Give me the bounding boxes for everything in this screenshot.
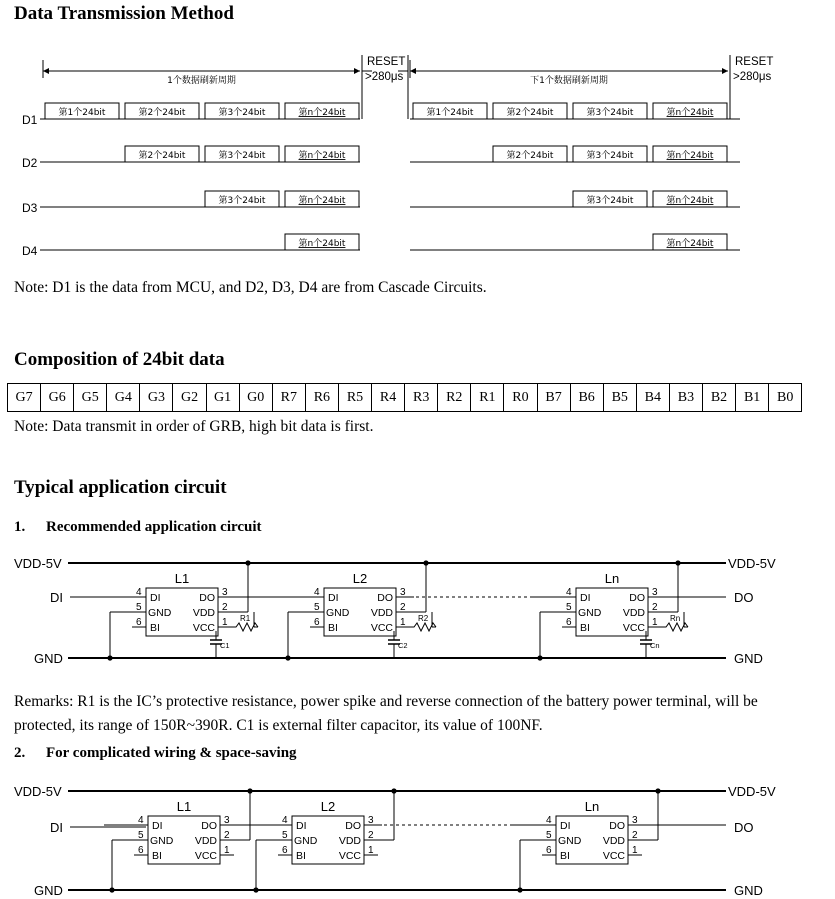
- frame-label: 第3个24bit: [218, 108, 266, 118]
- pin-label: VDD: [622, 607, 645, 619]
- bit-cell: B0: [769, 384, 802, 412]
- subsection-title: Recommended application circuit: [46, 519, 262, 535]
- pin-label: DO: [629, 592, 645, 604]
- pin-label: DO: [201, 820, 217, 832]
- pin-number: 2: [368, 830, 374, 841]
- gnd-label-right: GND: [734, 883, 763, 898]
- timing-diagram: [0, 50, 835, 270]
- pin-number: 3: [400, 587, 406, 598]
- frame-label: 第n个24bit: [666, 151, 714, 161]
- frame-label: 第2个24bit: [506, 151, 554, 161]
- bit-cell: R2: [438, 384, 471, 412]
- pin-label: BI: [152, 850, 162, 862]
- space-saving-circuit-schematic: [0, 778, 835, 899]
- pin-number: 4: [282, 815, 288, 826]
- bit-cell: R3: [405, 384, 438, 412]
- pin-label: GND: [558, 835, 582, 847]
- pin-number: 3: [632, 815, 638, 826]
- frame-label: 第n个24bit: [666, 196, 714, 206]
- frame-label: 第3个24bit: [218, 196, 266, 206]
- junction-dot: [517, 887, 522, 892]
- do-label: DO: [734, 820, 754, 835]
- bit-cell: R5: [338, 384, 371, 412]
- pin-label: VDD: [194, 835, 217, 847]
- junction-dot: [655, 788, 660, 793]
- pin-number: 3: [222, 587, 228, 598]
- subsection-number: 1.: [14, 519, 26, 535]
- frame-label: 第2个24bit: [506, 108, 554, 118]
- arrow-head: [354, 68, 360, 74]
- bit-cell: G6: [41, 384, 74, 412]
- pin-number: 5: [138, 830, 144, 841]
- gnd-label: GND: [34, 651, 63, 666]
- bit-cell: B6: [570, 384, 603, 412]
- capacitor-label: C2: [398, 641, 408, 650]
- arrow-head: [43, 68, 49, 74]
- junction-dot: [109, 887, 114, 892]
- pin-number: 4: [138, 815, 144, 826]
- pin-label: VCC: [622, 622, 645, 634]
- pin-number: 5: [546, 830, 552, 841]
- remarks-text: Remarks: R1 is the IC’s protective resistance, power spike and reverse connection of the battery power terminal, will be protected, its range of 150R~390R. C1 is external filter capacitor, its value of 100NF.: [14, 693, 758, 734]
- vdd-label: VDD-5V: [14, 556, 62, 571]
- pin-number: 1: [222, 617, 228, 628]
- capacitor-label: Cn: [650, 641, 660, 650]
- pin-number: 4: [546, 815, 552, 826]
- bit-cell: B7: [537, 384, 570, 412]
- pin-number: 4: [314, 587, 320, 598]
- pin-label: VCC: [338, 850, 361, 862]
- pin-number: 6: [282, 845, 288, 856]
- do-label: DO: [734, 590, 754, 605]
- pin-label: DI: [328, 592, 339, 604]
- resistor-label: R2: [418, 614, 429, 623]
- junction-dot: [675, 560, 680, 565]
- junction-dot: [247, 788, 252, 793]
- pin-label: DO: [199, 592, 215, 604]
- note-data-source: Note: D1 is the data from MCU, and D2, D3, D4 are from Cascade Circuits.: [14, 279, 487, 296]
- pin-label: BI: [150, 622, 160, 634]
- pin-number: 6: [566, 617, 572, 628]
- arrow-head: [722, 68, 728, 74]
- pin-label: GND: [148, 607, 172, 619]
- pin-label: GND: [294, 835, 318, 847]
- pin-label: BI: [580, 622, 590, 634]
- subsection-recommended-circuit: [14, 519, 262, 536]
- pin-number: 1: [368, 845, 374, 856]
- channel-label: D1: [22, 113, 38, 127]
- pin-label: DO: [345, 820, 361, 832]
- subsection-number: 2.: [14, 745, 26, 761]
- pin-number: 3: [652, 587, 658, 598]
- bit-cell: R4: [372, 384, 405, 412]
- pin-label: DI: [152, 820, 163, 832]
- section-title-data-transmission: Data Transmission Method: [14, 3, 234, 24]
- junction-dot: [423, 560, 428, 565]
- pin-number: 5: [136, 602, 142, 613]
- pin-label: VCC: [192, 622, 215, 634]
- channel-label: D4: [22, 244, 38, 258]
- pin-number: 5: [314, 602, 320, 613]
- subsection-title: For complicated wiring & space-saving: [46, 745, 297, 761]
- capacitor-label: C1: [220, 641, 230, 650]
- chip-label: L2: [320, 799, 336, 814]
- bit-cell: G2: [173, 384, 206, 412]
- bit-cell: R1: [471, 384, 504, 412]
- junction-dot: [285, 655, 290, 660]
- note-grb-order: Note: Data transmit in order of GRB, high bit data is first.: [14, 418, 374, 435]
- pin-number: 6: [314, 617, 320, 628]
- frame-label: 第n个24bit: [666, 108, 714, 118]
- pin-number: 6: [138, 845, 144, 856]
- pin-number: 1: [224, 845, 230, 856]
- pin-number: 1: [632, 845, 638, 856]
- bit-cell: B2: [702, 384, 735, 412]
- frame-label: 第n个24bit: [298, 151, 346, 161]
- bit-cell: R6: [305, 384, 338, 412]
- bit-cell: G5: [74, 384, 107, 412]
- junction-dot: [245, 560, 250, 565]
- pin-number: 4: [136, 587, 142, 598]
- junction-dot: [107, 655, 112, 660]
- frame-label: 第2个24bit: [138, 151, 186, 161]
- pin-number: 1: [400, 617, 406, 628]
- pin-label: VDD: [192, 607, 215, 619]
- pin-number: 5: [566, 602, 572, 613]
- reset-time-label: >280μs: [733, 71, 772, 83]
- pin-label: DO: [609, 820, 625, 832]
- frame-label: 第n个24bit: [666, 239, 714, 249]
- gnd-label-right: GND: [734, 651, 763, 666]
- pin-label: BI: [328, 622, 338, 634]
- subsection-space-saving: [14, 745, 297, 762]
- di-label: DI: [50, 820, 63, 835]
- bit-cell: G7: [8, 384, 41, 412]
- pin-number: 4: [566, 587, 572, 598]
- pin-label: GND: [578, 607, 602, 619]
- recommended-circuit-schematic: [0, 550, 835, 680]
- bit-cell: G0: [239, 384, 272, 412]
- frame-label: 第1个24bit: [426, 108, 474, 118]
- bit-cell: B5: [603, 384, 636, 412]
- pin-label: VCC: [602, 850, 625, 862]
- pin-number: 3: [224, 815, 230, 826]
- pin-label: DI: [560, 820, 571, 832]
- pin-number: 2: [652, 602, 658, 613]
- pin-number: 5: [282, 830, 288, 841]
- frame-label: 第3个24bit: [586, 108, 634, 118]
- bit-cell: R7: [272, 384, 305, 412]
- junction-dot: [391, 788, 396, 793]
- pin-number: 6: [136, 617, 142, 628]
- frame-label: 第n个24bit: [298, 239, 346, 249]
- frame-label: 第n个24bit: [298, 196, 346, 206]
- pin-number: 3: [368, 815, 374, 826]
- frame-label: 第3个24bit: [218, 151, 266, 161]
- pin-label: BI: [560, 850, 570, 862]
- bit-cell: B4: [636, 384, 669, 412]
- bit-cell: G3: [140, 384, 173, 412]
- chip-label: L1: [176, 799, 192, 814]
- pin-label: DI: [150, 592, 161, 604]
- resistor-label: R1: [240, 614, 251, 623]
- pin-number: 2: [222, 602, 228, 613]
- frame-label: 第3个24bit: [586, 151, 634, 161]
- bit-cell: G1: [206, 384, 239, 412]
- period-label: 下1个数据刷新周期: [530, 76, 608, 86]
- channel-label: D2: [22, 156, 38, 170]
- chip-label: L2: [352, 571, 368, 586]
- frame-label: 第n个24bit: [298, 108, 346, 118]
- junction-dot: [537, 655, 542, 660]
- arrow-head: [410, 68, 416, 74]
- pin-label: VCC: [370, 622, 393, 634]
- channel-label: D3: [22, 201, 38, 215]
- vdd-label-right: VDD-5V: [728, 556, 776, 571]
- bit-composition-table: [7, 383, 802, 412]
- reset-time-label: >280μs: [365, 71, 404, 83]
- di-label: DI: [50, 590, 63, 605]
- chip-label: L1: [174, 571, 190, 586]
- junction-dot: [253, 887, 258, 892]
- pin-label: DI: [296, 820, 307, 832]
- pin-label: VCC: [194, 850, 217, 862]
- pin-label: VDD: [370, 607, 393, 619]
- pin-number: 1: [652, 617, 658, 628]
- vdd-label-right: VDD-5V: [728, 784, 776, 799]
- chip-label: Ln: [604, 571, 620, 586]
- resistor-label: Rn: [670, 614, 681, 623]
- pin-number: 2: [400, 602, 406, 613]
- pin-label: VDD: [338, 835, 361, 847]
- reset-label: RESET: [367, 56, 406, 68]
- gnd-label: GND: [34, 883, 63, 898]
- bit-cell: R0: [504, 384, 537, 412]
- bit-cell: B3: [669, 384, 702, 412]
- pin-number: 6: [546, 845, 552, 856]
- bit-cell: B1: [736, 384, 769, 412]
- pin-number: 2: [632, 830, 638, 841]
- reset-label: RESET: [735, 56, 774, 68]
- pin-number: 2: [224, 830, 230, 841]
- period-label: 1个数据刷新周期: [167, 76, 236, 86]
- section-title-application-circuit: Typical application circuit: [14, 477, 227, 498]
- section-title-24bit: Composition of 24bit data: [14, 349, 225, 370]
- vdd-label: VDD-5V: [14, 784, 62, 799]
- pin-label: VDD: [602, 835, 625, 847]
- chip-label: Ln: [584, 799, 600, 814]
- pin-label: BI: [296, 850, 306, 862]
- pin-label: DI: [580, 592, 591, 604]
- pin-label: GND: [326, 607, 350, 619]
- pin-label: DO: [377, 592, 393, 604]
- frame-label: 第3个24bit: [586, 196, 634, 206]
- pin-label: GND: [150, 835, 174, 847]
- frame-label: 第1个24bit: [58, 108, 106, 118]
- bit-cell: G4: [107, 384, 140, 412]
- frame-label: 第2个24bit: [138, 108, 186, 118]
